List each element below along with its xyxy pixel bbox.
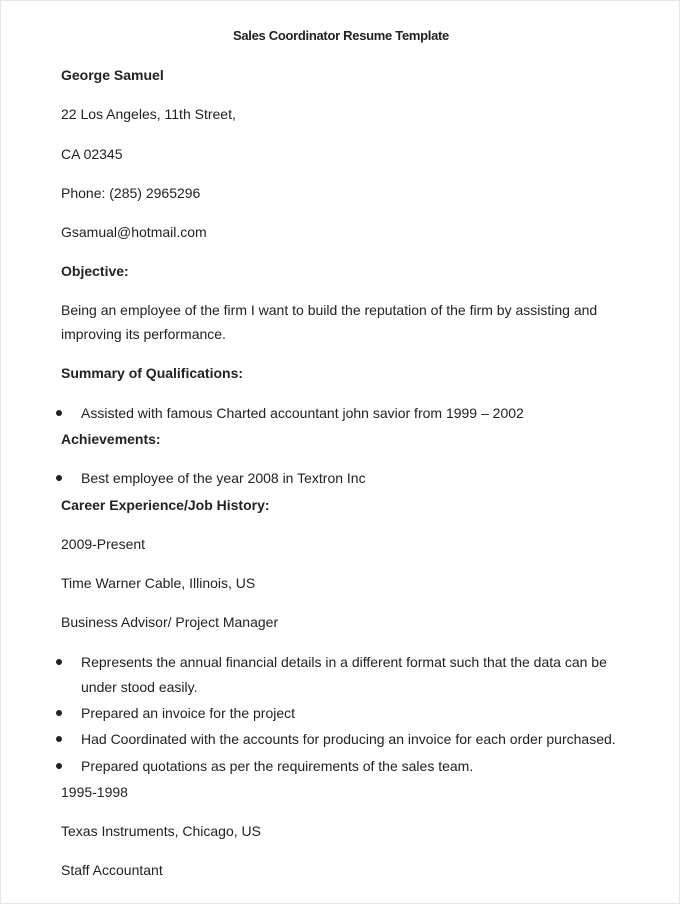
job-period: 2009-Present: [61, 536, 146, 552]
bullet-icon: [56, 710, 62, 716]
bullet-icon: [56, 475, 62, 481]
achievement-item: Best employee of the year 2008 in Textron Inc: [81, 470, 366, 486]
bullet-icon: [56, 763, 62, 769]
bullet-icon: [56, 410, 62, 416]
career-heading: Career Experience/Job History:: [61, 497, 270, 513]
phone-number: Phone: (285) 2965296: [61, 185, 201, 201]
duty-item: Represents the annual financial details in a different format such that the data can be: [81, 654, 607, 670]
job-role: Business Advisor/ Project Manager: [61, 614, 279, 630]
bullet-icon: [56, 736, 62, 742]
company-name: Texas Instruments, Chicago: [61, 823, 234, 839]
company-location: , Illinois, US: [181, 575, 256, 591]
objective-heading: Objective:: [61, 263, 129, 279]
company-location: , US: [233, 823, 261, 839]
achievements-heading: Achievements:: [61, 431, 161, 447]
job-employer: [61, 574, 255, 592]
qualifications-heading: Summary of Qualifications:: [61, 365, 244, 381]
duty-item: Prepared quotations as per the requirements of the sales team.: [81, 758, 474, 774]
objective-text-line-1: Being an employee of the firm I want to build the reputation of the firm by assisting and: [61, 302, 598, 318]
duty-item: Prepared an invoice for the project: [81, 705, 296, 721]
job-employer: [61, 822, 261, 840]
duty-item-continuation: under stood easily.: [81, 679, 198, 695]
candidate-name: George Samuel: [61, 67, 164, 83]
email-address: Gsamual@hotmail.com: [61, 224, 207, 240]
address-line-2: CA 02345: [61, 146, 123, 162]
job-role: Staff Accountant: [61, 862, 163, 878]
duty-item: Had Coordinated with the accounts for producing an invoice for each order purchased.: [81, 731, 616, 747]
objective-text-line-2: improving its performance.: [61, 326, 226, 342]
bullet-icon: [56, 659, 62, 665]
address-line-1: 22 Los Angeles, 11th Street,: [61, 106, 236, 122]
company-name: Time Warner Cable: [61, 575, 182, 591]
qualification-item: Assisted with famous Charted accountant john savior from 1999 – 2002: [81, 405, 524, 421]
document-title: Sales Coordinator Resume Template: [233, 28, 449, 43]
job-period: 1995-1998: [61, 784, 128, 800]
